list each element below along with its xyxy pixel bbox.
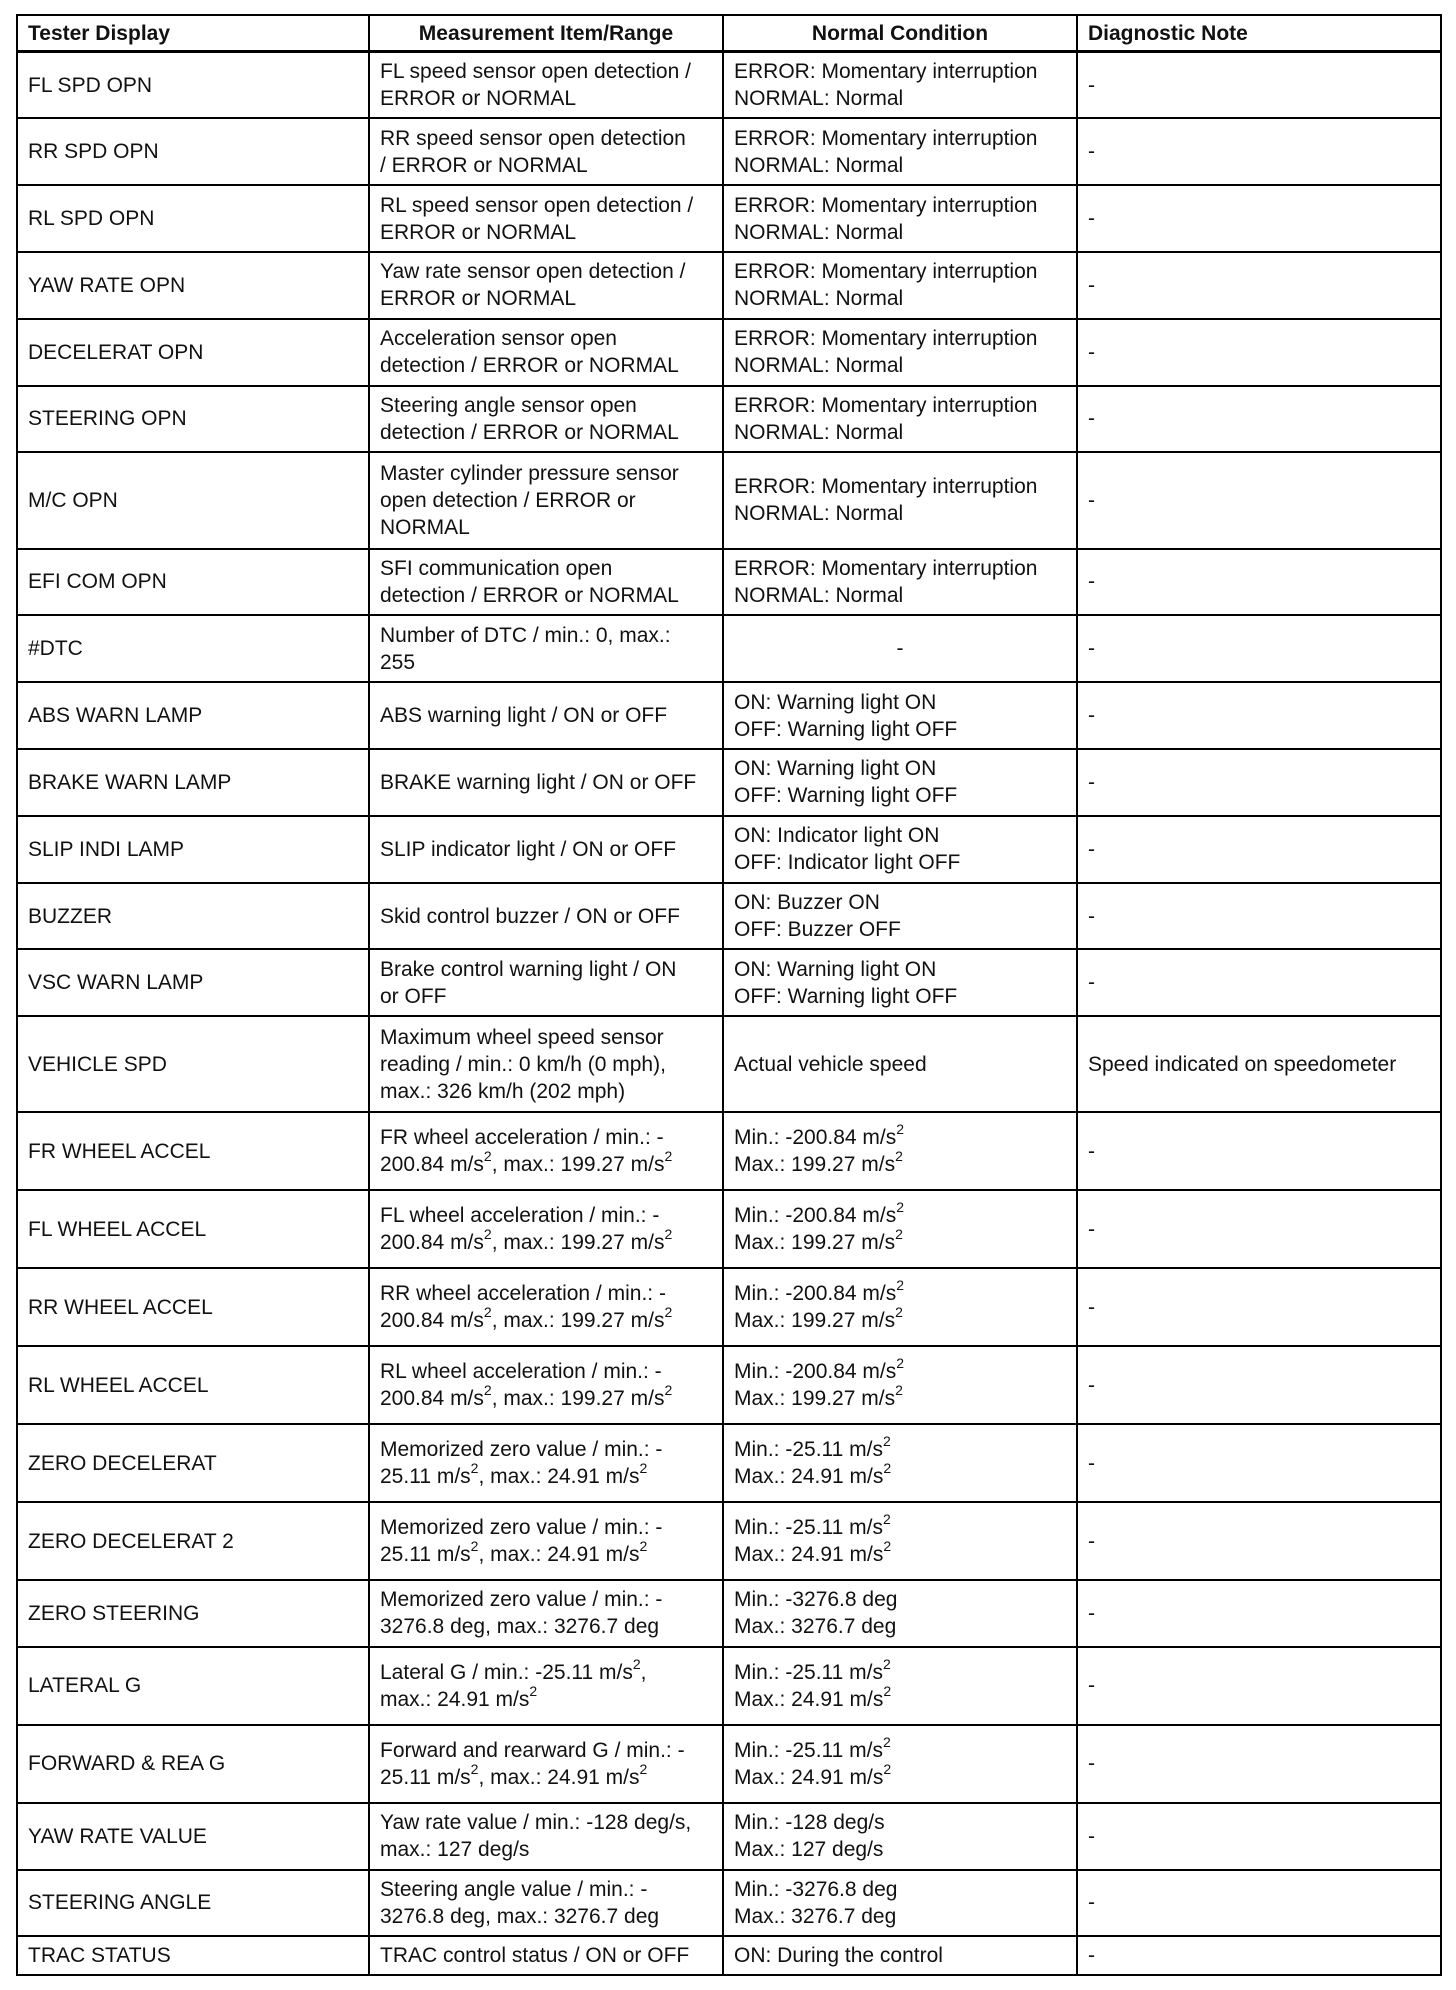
cell-measurement-item — [369, 883, 723, 950]
data-list-table — [16, 14, 1442, 1976]
cell-line: - — [1088, 1295, 1095, 1319]
cell-tester-display — [17, 816, 369, 883]
cell-line: - — [1088, 570, 1095, 594]
table-row — [17, 1016, 1441, 1112]
cell-tester-display — [17, 615, 369, 682]
cell-line: NORMAL: Normal — [734, 153, 904, 177]
cell-diagnostic-note — [1077, 319, 1441, 386]
cell-tester-display — [17, 1112, 369, 1190]
cell-line: ERROR: Momentary interruption — [734, 327, 1038, 351]
cell-line: RL SPD OPN — [28, 207, 155, 231]
cell-line: ERROR: Momentary interruption — [734, 556, 1038, 580]
cell-line: ERROR or NORMAL — [380, 87, 577, 111]
cell-line: ERROR or NORMAL — [380, 220, 577, 244]
cell-line: 255 — [380, 650, 416, 674]
cell-line: RR speed sensor open detection — [380, 126, 686, 150]
cell-measurement-item — [369, 749, 723, 816]
cell-diagnostic-note — [1077, 1346, 1441, 1424]
cell-line: Lateral G / min.: -25.11 $m/s^2$, — [380, 1655, 647, 1684]
cell-diagnostic-note — [1077, 816, 1441, 883]
cell-line: BRAKE warning light / ON or OFF — [380, 770, 697, 794]
cell-measurement-item — [369, 252, 723, 319]
cell-tester-display — [17, 1725, 369, 1803]
cell-line: - — [1088, 140, 1095, 164]
cell-line: ABS WARN LAMP — [28, 704, 203, 728]
cell-measurement-item — [369, 118, 723, 185]
cell-normal-condition — [723, 1936, 1077, 1975]
cell-tester-display — [17, 1424, 369, 1502]
cell-measurement-item — [369, 1016, 723, 1112]
cell-line: Yaw rate value / min.: -128 deg/s, — [380, 1811, 692, 1835]
cell-line: - — [1088, 1529, 1095, 1553]
cell-normal-condition — [723, 1190, 1077, 1268]
cell-line: OFF: Warning light OFF — [734, 984, 958, 1008]
cell-line: ZERO DECELERAT — [28, 1451, 217, 1475]
table-row — [17, 1346, 1441, 1424]
cell-line: - — [1088, 207, 1095, 231]
cell-line: ERROR: Momentary interruption — [734, 475, 1038, 499]
cell-line: - — [1088, 273, 1095, 297]
cell-line: NORMAL: Normal — [734, 220, 904, 244]
cell-line: #DTC — [28, 637, 83, 661]
cell-tester-display — [17, 319, 369, 386]
cell-line: Master cylinder pressure sensor — [380, 461, 679, 485]
cell-line: Min.: -200.84 $m/s^2$ — [734, 1355, 905, 1384]
table-row — [17, 386, 1441, 453]
cell-line: FORWARD & REA G — [28, 1752, 226, 1776]
cell-diagnostic-note — [1077, 1870, 1441, 1937]
cell-line: ERROR: Momentary interruption — [734, 126, 1038, 150]
cell-line: NORMAL: Normal — [734, 87, 904, 111]
cell-line: reading / min.: 0 km/h (0 mph), — [380, 1052, 666, 1076]
cell-line: NORMAL: Normal — [734, 583, 904, 607]
cell-line: ABS warning light / ON or OFF — [380, 704, 668, 728]
cell-line: Brake control warning light / ON — [380, 957, 677, 981]
table-body — [17, 52, 1441, 1976]
cell-diagnostic-note — [1077, 1424, 1441, 1502]
cell-tester-display — [17, 682, 369, 749]
cell-normal-condition — [723, 52, 1077, 119]
cell-normal-condition — [723, 749, 1077, 816]
cell-normal-condition — [723, 816, 1077, 883]
cell-tester-display — [17, 749, 369, 816]
cell-line: EFI COM OPN — [28, 570, 167, 594]
cell-tester-display — [17, 1580, 369, 1647]
cell-tester-display — [17, 386, 369, 453]
cell-line: Maximum wheel speed sensor — [380, 1025, 664, 1049]
cell-normal-condition — [723, 883, 1077, 950]
cell-diagnostic-note — [1077, 1647, 1441, 1725]
cell-line: max.: 127 deg/s — [380, 1838, 530, 1862]
cell-line: Max.: 199.27 $m/s^2$ — [734, 1382, 903, 1411]
cell-measurement-item — [369, 816, 723, 883]
cell-line: 25.11 $m/s^2$, max.: 24.91 $m/s^2$ — [380, 1460, 648, 1489]
header-diagnostic-note: Diagnostic Note — [1077, 15, 1441, 52]
cell-line: ZERO DECELERAT 2 — [28, 1529, 234, 1553]
cell-line: Max.: 24.91 $m/s^2$ — [734, 1460, 892, 1489]
cell-line: ZERO STEERING — [28, 1601, 200, 1625]
cell-line: - — [1088, 1944, 1095, 1968]
cell-measurement-item — [369, 1580, 723, 1647]
cell-tester-display — [17, 1190, 369, 1268]
cell-normal-condition — [723, 1502, 1077, 1580]
cell-line: - — [1088, 407, 1095, 431]
cell-measurement-item — [369, 1647, 723, 1725]
cell-measurement-item — [369, 452, 723, 548]
cell-line: NORMAL: Normal — [734, 287, 904, 311]
cell-line: Memorized zero value / min.: - — [380, 1516, 663, 1540]
cell-line: ON: Warning light ON — [734, 957, 937, 981]
cell-diagnostic-note — [1077, 1580, 1441, 1647]
cell-normal-condition — [723, 1803, 1077, 1870]
cell-line: 200.84 $m/s^2$, max.: 199.27 $m/s^2$ — [380, 1382, 673, 1411]
cell-diagnostic-note — [1077, 52, 1441, 119]
cell-measurement-item — [369, 615, 723, 682]
cell-line: RR wheel acceleration / min.: - — [380, 1282, 666, 1306]
cell-line: M/C OPN — [28, 488, 118, 512]
cell-normal-condition — [723, 1112, 1077, 1190]
cell-diagnostic-note — [1077, 1803, 1441, 1870]
cell-line: SFI communication open — [380, 556, 613, 580]
cell-line: - — [1088, 1139, 1095, 1163]
cell-line: TRAC STATUS — [28, 1944, 171, 1968]
cell-normal-condition — [723, 1424, 1077, 1502]
table-row — [17, 1647, 1441, 1725]
cell-measurement-item — [369, 1190, 723, 1268]
cell-line: FR wheel acceleration / min.: - — [380, 1126, 664, 1150]
cell-tester-display — [17, 1803, 369, 1870]
cell-line: detection / ERROR or NORMAL — [380, 583, 679, 607]
cell-line: OFF: Buzzer OFF — [734, 918, 901, 942]
table-row — [17, 1190, 1441, 1268]
cell-line: SLIP indicator light / ON or OFF — [380, 837, 677, 861]
cell-line: - — [1088, 1891, 1095, 1915]
cell-measurement-item — [369, 185, 723, 252]
cell-line: Min.: -25.11 $m/s^2$ — [734, 1511, 891, 1540]
cell-normal-condition — [723, 1647, 1077, 1725]
cell-line: 200.84 $m/s^2$, max.: 199.27 $m/s^2$ — [380, 1226, 673, 1255]
cell-line: Steering angle sensor open — [380, 393, 637, 417]
table-row — [17, 1502, 1441, 1580]
cell-line: - — [1088, 1824, 1095, 1848]
cell-line: - — [1088, 73, 1095, 97]
cell-normal-condition — [723, 615, 1077, 682]
cell-diagnostic-note — [1077, 949, 1441, 1016]
cell-measurement-item — [369, 1502, 723, 1580]
cell-line: VSC WARN LAMP — [28, 971, 204, 995]
cell-tester-display — [17, 549, 369, 616]
cell-line: - — [1088, 637, 1095, 661]
cell-line: NORMAL: Normal — [734, 420, 904, 444]
header-tester-display: Tester Display — [17, 15, 369, 52]
cell-line: OFF: Indicator light OFF — [734, 851, 961, 875]
cell-line: STEERING OPN — [28, 407, 187, 431]
cell-line: Min.: -25.11 $m/s^2$ — [734, 1655, 891, 1684]
cell-diagnostic-note — [1077, 118, 1441, 185]
cell-tester-display — [17, 1016, 369, 1112]
cell-line: BRAKE WARN LAMP — [28, 770, 232, 794]
cell-diagnostic-note — [1077, 1725, 1441, 1803]
cell-diagnostic-note — [1077, 252, 1441, 319]
table-row — [17, 1112, 1441, 1190]
cell-line: ERROR: Momentary interruption — [734, 260, 1038, 284]
cell-line: Max.: 199.27 $m/s^2$ — [734, 1226, 903, 1255]
cell-line: Min.: -128 deg/s — [734, 1811, 885, 1835]
cell-line: - — [1088, 1601, 1095, 1625]
table-row — [17, 749, 1441, 816]
cell-diagnostic-note — [1077, 1936, 1441, 1975]
cell-line: Max.: 3276.7 deg — [734, 1615, 897, 1639]
cell-normal-condition — [723, 185, 1077, 252]
cell-normal-condition — [723, 1870, 1077, 1937]
cell-diagnostic-note — [1077, 1190, 1441, 1268]
cell-line: Min.: -25.11 $m/s^2$ — [734, 1733, 891, 1762]
cell-line: Max.: 199.27 $m/s^2$ — [734, 1148, 903, 1177]
table-row — [17, 549, 1441, 616]
cell-line: Min.: -3276.8 deg — [734, 1877, 898, 1901]
table-row — [17, 1268, 1441, 1346]
cell-line: Yaw rate sensor open detection / — [380, 260, 686, 284]
table-row — [17, 118, 1441, 185]
cell-line: FL wheel acceleration / min.: - — [380, 1204, 660, 1228]
cell-diagnostic-note — [1077, 1502, 1441, 1580]
cell-line: RL wheel acceleration / min.: - — [380, 1360, 662, 1384]
cell-diagnostic-note — [1077, 185, 1441, 252]
cell-line: OFF: Warning light OFF — [734, 784, 958, 808]
cell-normal-condition — [723, 118, 1077, 185]
table-row — [17, 1580, 1441, 1647]
cell-line: YAW RATE OPN — [28, 273, 186, 297]
cell-line: ERROR: Momentary interruption — [734, 393, 1038, 417]
header-normal-condition: Normal Condition — [723, 15, 1077, 52]
cell-line: - — [1088, 1674, 1095, 1698]
cell-tester-display — [17, 52, 369, 119]
cell-tester-display — [17, 1936, 369, 1975]
cell-line: detection / ERROR or NORMAL — [380, 420, 679, 444]
cell-line: FR WHEEL ACCEL — [28, 1139, 211, 1163]
cell-measurement-item — [369, 1112, 723, 1190]
cell-tester-display — [17, 185, 369, 252]
cell-line: Max.: 3276.7 deg — [734, 1904, 897, 1928]
cell-line: - — [1088, 1373, 1095, 1397]
cell-line: ERROR: Momentary interruption — [734, 60, 1038, 84]
cell-measurement-item — [369, 949, 723, 1016]
cell-line: RL WHEEL ACCEL — [28, 1373, 209, 1397]
cell-line: YAW RATE VALUE — [28, 1824, 207, 1848]
cell-tester-display — [17, 1346, 369, 1424]
data-list-table-container — [16, 14, 1440, 1976]
cell-normal-condition — [723, 549, 1077, 616]
table-row — [17, 252, 1441, 319]
table-row — [17, 452, 1441, 548]
cell-line: - — [1088, 1217, 1095, 1241]
table-row — [17, 52, 1441, 119]
cell-measurement-item — [369, 319, 723, 386]
cell-line: TRAC control status / ON or OFF — [380, 1944, 690, 1968]
cell-normal-condition — [723, 682, 1077, 749]
cell-measurement-item — [369, 1936, 723, 1975]
table-row — [17, 682, 1441, 749]
table-row — [17, 319, 1441, 386]
cell-line: - — [1088, 704, 1095, 728]
cell-tester-display — [17, 883, 369, 950]
cell-line: Max.: 127 deg/s — [734, 1838, 884, 1862]
cell-line: Min.: -200.84 $m/s^2$ — [734, 1121, 905, 1150]
cell-line: - — [1088, 340, 1095, 364]
table-row — [17, 816, 1441, 883]
cell-line: STEERING ANGLE — [28, 1891, 212, 1915]
cell-measurement-item — [369, 549, 723, 616]
cell-normal-condition — [723, 1016, 1077, 1112]
cell-line: OFF: Warning light OFF — [734, 717, 958, 741]
cell-line: DECELERAT OPN — [28, 340, 204, 364]
table-row — [17, 1870, 1441, 1937]
cell-line: - — [1088, 1451, 1095, 1475]
header-measurement-item: Measurement Item/Range — [369, 15, 723, 52]
cell-line: RR WHEEL ACCEL — [28, 1295, 213, 1319]
cell-line: Acceleration sensor open — [380, 327, 617, 351]
cell-line: ON: During the control — [734, 1944, 943, 1968]
cell-diagnostic-note — [1077, 1016, 1441, 1112]
cell-line: Memorized zero value / min.: - — [380, 1588, 663, 1612]
cell-line: ON: Indicator light ON — [734, 824, 940, 848]
cell-line: BUZZER — [28, 904, 112, 928]
cell-line: FL WHEEL ACCEL — [28, 1217, 207, 1241]
cell-line: 3276.8 deg, max.: 3276.7 deg — [380, 1615, 660, 1639]
cell-line: Forward and rearward G / min.: - — [380, 1738, 685, 1762]
cell-normal-condition — [723, 1346, 1077, 1424]
cell-line: LATERAL G — [28, 1674, 142, 1698]
cell-line: - — [1088, 971, 1095, 995]
cell-normal-condition — [723, 1725, 1077, 1803]
cell-tester-display — [17, 1870, 369, 1937]
cell-line: Max.: 199.27 $m/s^2$ — [734, 1304, 903, 1333]
table-row — [17, 1424, 1441, 1502]
cell-diagnostic-note — [1077, 452, 1441, 548]
table-row — [17, 883, 1441, 950]
cell-diagnostic-note — [1077, 549, 1441, 616]
cell-line: VEHICLE SPD — [28, 1052, 167, 1076]
cell-line: ON: Warning light ON — [734, 690, 937, 714]
cell-line: - — [896, 637, 904, 661]
cell-line: - — [1088, 770, 1095, 794]
cell-measurement-item — [369, 1725, 723, 1803]
cell-measurement-item — [369, 1268, 723, 1346]
cell-normal-condition — [723, 386, 1077, 453]
cell-line: 200.84 $m/s^2$, max.: 199.27 $m/s^2$ — [380, 1148, 673, 1177]
table-row — [17, 949, 1441, 1016]
cell-line: max.: 24.91 $m/s^2$ — [380, 1682, 538, 1711]
cell-line: 3276.8 deg, max.: 3276.7 deg — [380, 1904, 660, 1928]
cell-tester-display — [17, 949, 369, 1016]
cell-normal-condition — [723, 1268, 1077, 1346]
cell-diagnostic-note — [1077, 749, 1441, 816]
cell-normal-condition — [723, 949, 1077, 1016]
cell-measurement-item — [369, 52, 723, 119]
cell-line: FL speed sensor open detection / — [380, 60, 691, 84]
cell-line: Min.: -25.11 $m/s^2$ — [734, 1433, 891, 1462]
cell-line: 25.11 $m/s^2$, max.: 24.91 $m/s^2$ — [380, 1538, 648, 1567]
cell-line: RL speed sensor open detection / — [380, 193, 694, 217]
cell-measurement-item — [369, 1424, 723, 1502]
cell-line: Min.: -3276.8 deg — [734, 1588, 898, 1612]
cell-line: NORMAL: Normal — [734, 354, 904, 378]
cell-line: 25.11 $m/s^2$, max.: 24.91 $m/s^2$ — [380, 1760, 648, 1789]
cell-normal-condition — [723, 452, 1077, 548]
cell-line: Actual vehicle speed — [734, 1052, 927, 1076]
cell-line: Min.: -200.84 $m/s^2$ — [734, 1277, 905, 1306]
cell-tester-display — [17, 452, 369, 548]
cell-tester-display — [17, 252, 369, 319]
cell-line: Number of DTC / min.: 0, max.: — [380, 623, 671, 647]
cell-line: ERROR: Momentary interruption — [734, 193, 1038, 217]
cell-line: max.: 326 km/h (202 mph) — [380, 1079, 626, 1103]
cell-line: FL SPD OPN — [28, 73, 153, 97]
cell-tester-display — [17, 1647, 369, 1725]
cell-tester-display — [17, 1502, 369, 1580]
cell-line: - — [1088, 904, 1095, 928]
cell-normal-condition — [723, 1580, 1077, 1647]
cell-diagnostic-note — [1077, 1112, 1441, 1190]
cell-diagnostic-note — [1077, 615, 1441, 682]
cell-measurement-item — [369, 1870, 723, 1937]
cell-line: - — [1088, 837, 1095, 861]
table-row — [17, 615, 1441, 682]
cell-line: Steering angle value / min.: - — [380, 1877, 648, 1901]
cell-tester-display — [17, 118, 369, 185]
cell-diagnostic-note — [1077, 1268, 1441, 1346]
cell-line: ON: Warning light ON — [734, 757, 937, 781]
cell-diagnostic-note — [1077, 386, 1441, 453]
cell-line: Max.: 24.91 $m/s^2$ — [734, 1760, 892, 1789]
cell-line: ERROR or NORMAL — [380, 287, 577, 311]
cell-line: ON: Buzzer ON — [734, 891, 880, 915]
cell-tester-display — [17, 1268, 369, 1346]
cell-normal-condition — [723, 252, 1077, 319]
table-header-row — [17, 15, 1441, 52]
cell-line: / ERROR or NORMAL — [380, 153, 588, 177]
cell-diagnostic-note — [1077, 883, 1441, 950]
cell-measurement-item — [369, 386, 723, 453]
table-row — [17, 1803, 1441, 1870]
cell-diagnostic-note — [1077, 682, 1441, 749]
cell-line: or OFF — [380, 984, 447, 1008]
table-row — [17, 185, 1441, 252]
cell-normal-condition — [723, 319, 1077, 386]
cell-line: Max.: 24.91 $m/s^2$ — [734, 1538, 892, 1567]
cell-measurement-item — [369, 1346, 723, 1424]
cell-line: Speed indicated on speedometer — [1088, 1052, 1397, 1076]
cell-line: NORMAL — [380, 515, 470, 539]
cell-line: - — [1088, 488, 1095, 512]
cell-line: Memorized zero value / min.: - — [380, 1438, 663, 1462]
cell-line: 200.84 $m/s^2$, max.: 199.27 $m/s^2$ — [380, 1304, 673, 1333]
table-row — [17, 1936, 1441, 1975]
cell-line: RR SPD OPN — [28, 140, 159, 164]
cell-measurement-item — [369, 1803, 723, 1870]
cell-line: Skid control buzzer / ON or OFF — [380, 904, 680, 928]
cell-line: detection / ERROR or NORMAL — [380, 354, 679, 378]
cell-line: - — [1088, 1752, 1095, 1776]
cell-measurement-item — [369, 682, 723, 749]
cell-line: NORMAL: Normal — [734, 502, 904, 526]
cell-line: SLIP INDI LAMP — [28, 837, 185, 861]
cell-line: open detection / ERROR or — [380, 488, 636, 512]
cell-line: Max.: 24.91 $m/s^2$ — [734, 1682, 892, 1711]
cell-line: Min.: -200.84 $m/s^2$ — [734, 1199, 905, 1228]
table-row — [17, 1725, 1441, 1803]
